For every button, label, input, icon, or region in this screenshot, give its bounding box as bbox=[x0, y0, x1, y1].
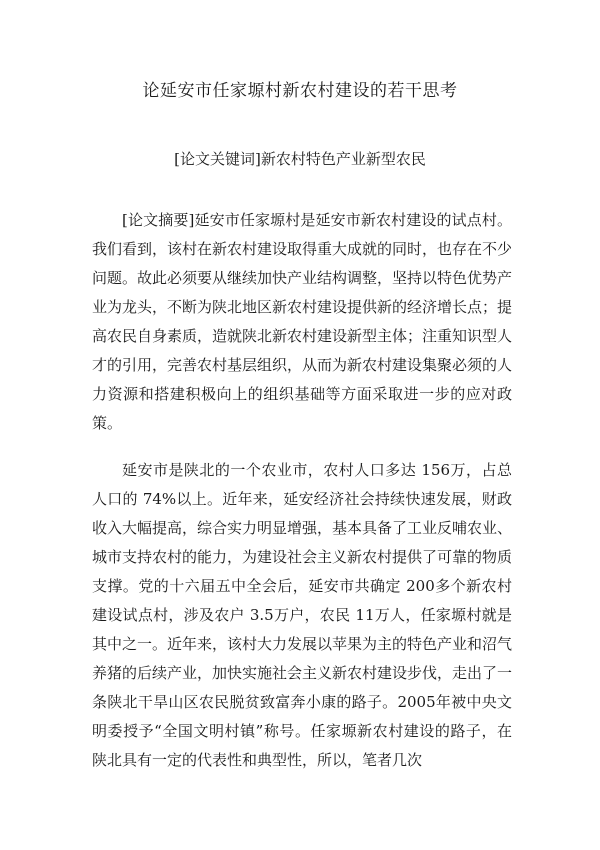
body-paragraph: 延安市是陕北的一个农业市，农村人口多达 156万，占总人口的 74%以上。近年来，延安经济社会持续快速发展，财政收入大幅提高，综合实力明显增强，基本具备了工业反哺农业、城市支持农村的能力，为建设社会主义新农村提供了可靠的物质支撑。党的十六届五中全会后，延安市共确定 200多个新农村建设试点村，涉及农户 3.5万户，农民 11万人，任家塬村就是其中之一。近年来，该村大力发展以苹果为主的特色产业和沼气养猪的后续产业，加快实施社会主义新农村建设步伐，走出了一条陕北干旱山区农民脱贫致富奔小康的路子。2005年被中央文明委授予“全国文明村镇”称号。任家塬新农村建设的路子，在陕北具有一定的代表性和典型性，所以，笔者几次 bbox=[92, 461, 513, 769]
keywords-line: [论文关键词]新农村特色产业新型农民 bbox=[174, 150, 426, 168]
document-title: 论延安市任家塬村新农村建设的若干思考 bbox=[142, 81, 458, 101]
abstract-paragraph: [论文摘要]延安市任家塬村是延安市新农村建设的试点村。我们看到，该村在新农村建设取得重大成就的同时，也存在不少问题。故此必须要从继续加快产业结构调整，坚持以特色优势产业为龙头，不断为陕北地区新农村建设提供新的经济增长点；提高农民自身素质，造就陕北新农村建设新型主体；注重知识型人才的引用，完善农村基层组织，从而为新农村建设集聚必须的人力资源和搭建积极向上的组织基础等方面采取进一步的应对政策。 bbox=[92, 211, 513, 432]
